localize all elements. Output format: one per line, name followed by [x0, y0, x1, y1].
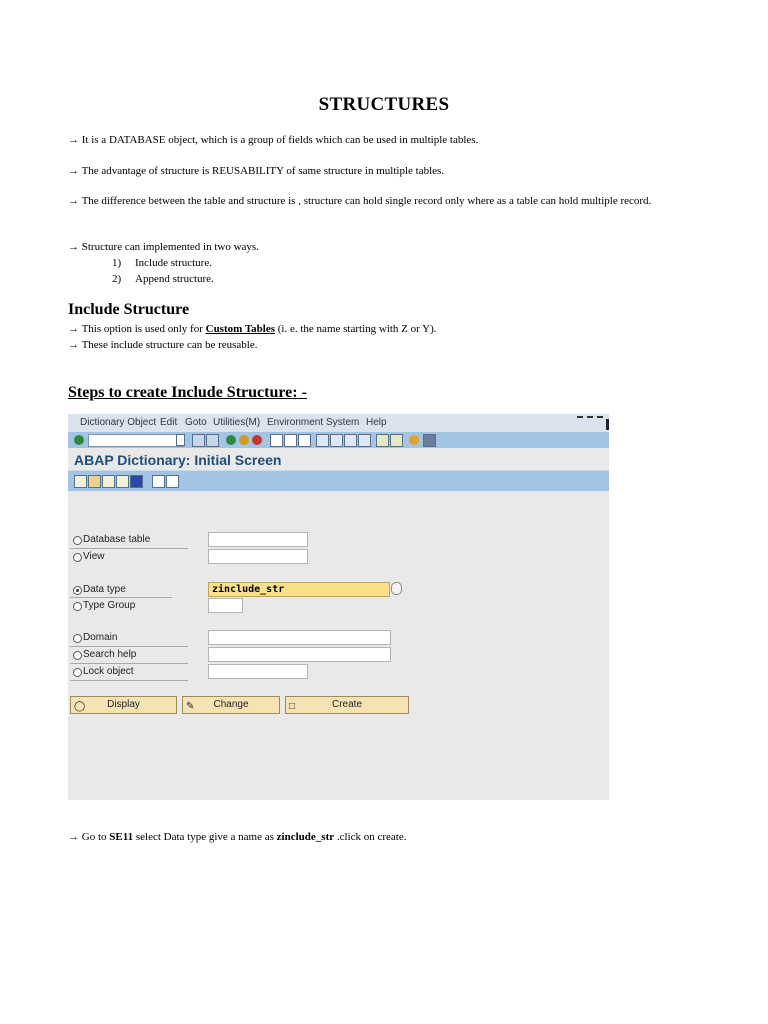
next-page-icon[interactable] — [344, 434, 357, 447]
other-object-icon[interactable] — [74, 475, 87, 488]
window-controls — [577, 416, 603, 420]
sap-screenshot — [68, 414, 609, 800]
exit-icon[interactable] — [239, 435, 249, 445]
document-icon: □ — [289, 701, 296, 712]
type-group-input[interactable] — [208, 598, 243, 613]
paragraph-text: These include structure can be reusable. — [81, 339, 258, 351]
search-help-icon[interactable] — [391, 582, 402, 595]
list-number: 1) — [112, 257, 122, 269]
glasses-icon: ◯ — [74, 701, 86, 712]
screen-title: ABAP Dictionary: Initial Screen — [74, 452, 282, 468]
menu-item-goto[interactable]: Goto — [185, 417, 207, 428]
radio-lock-object[interactable] — [73, 668, 82, 677]
paragraph-reusable — [68, 337, 708, 353]
paragraph-text: The difference between the table and structure is , structure can hold single record only where as a table can hold multiple record. — [81, 195, 652, 207]
label-database-table: Database table — [83, 534, 151, 545]
paragraph-two-ways — [68, 239, 708, 255]
delete-icon[interactable] — [166, 475, 179, 488]
display-button[interactable] — [70, 696, 177, 714]
copy-icon[interactable] — [152, 475, 165, 488]
first-page-icon[interactable] — [316, 434, 329, 447]
change-button[interactable] — [182, 696, 280, 714]
arrow-icon: → — [68, 165, 79, 177]
paragraph-text: select Data type give a name as — [133, 831, 277, 843]
menu-item-help[interactable]: Help — [366, 417, 387, 428]
data-type-input[interactable]: zinclude_str — [208, 582, 390, 597]
view-input[interactable] — [208, 549, 308, 564]
window-edge-icon — [606, 419, 609, 430]
label-search-help: Search help — [83, 649, 137, 660]
paragraph-text: The advantage of structure is REUSABILITY of same structure in multiple tables. — [81, 165, 445, 177]
paragraph-text: It is a DATABASE object, which is a group of fields which can be used in multiple tables. — [81, 134, 479, 146]
paragraph-goto-se11 — [68, 829, 708, 845]
list-item — [112, 271, 214, 287]
list-text: Include structure. — [135, 257, 212, 269]
create-button-label: Create — [331, 699, 362, 710]
search-help-input[interactable] — [208, 647, 391, 662]
divider — [70, 663, 188, 664]
menu-item-system[interactable]: System — [326, 417, 360, 428]
tcode-text: SE11 — [109, 831, 134, 843]
layout-menu-icon[interactable] — [423, 434, 436, 447]
change-button-label: Change — [213, 699, 249, 710]
enter-icon[interactable] — [74, 435, 84, 445]
include-structure-heading: Include Structure — [68, 301, 190, 318]
activate-icon[interactable] — [102, 475, 115, 488]
command-field[interactable] — [88, 434, 184, 447]
display-button-label: Display — [107, 699, 140, 710]
paragraph-reusability — [68, 163, 708, 179]
list-item — [112, 255, 212, 271]
save-local-icon[interactable] — [206, 434, 219, 447]
radio-view[interactable] — [73, 553, 82, 562]
paragraph-custom-tables — [68, 321, 708, 337]
database-table-input[interactable] — [208, 532, 308, 547]
radio-type-group[interactable] — [73, 602, 82, 611]
label-view: View — [83, 551, 105, 562]
radio-data-type[interactable] — [73, 586, 82, 595]
divider — [70, 548, 188, 549]
create-button[interactable] — [285, 696, 409, 714]
paragraph-database-object — [68, 132, 708, 148]
lock-object-input[interactable] — [208, 664, 308, 679]
paragraph-text: This option is used only for — [81, 323, 206, 335]
arrow-icon: → — [68, 241, 79, 253]
custom-tables-term: Custom Tables — [205, 323, 276, 335]
back-icon[interactable] — [226, 435, 236, 445]
domain-input[interactable] — [208, 630, 391, 645]
shortcut-icon[interactable] — [390, 434, 403, 447]
where-used-icon[interactable] — [116, 475, 129, 488]
paragraph-text: (i. e. the name starting with Z or Y). — [275, 323, 437, 335]
arrow-icon: → — [68, 323, 79, 335]
radio-domain[interactable] — [73, 634, 82, 643]
list-text: Append structure. — [135, 273, 214, 285]
help-icon[interactable] — [409, 435, 419, 445]
check-icon[interactable] — [88, 475, 101, 488]
new-session-icon[interactable] — [376, 434, 389, 447]
paragraph-difference — [68, 193, 708, 209]
menu-item-edit[interactable]: Edit — [160, 417, 178, 428]
cancel-icon[interactable] — [252, 435, 262, 445]
steps-heading: Steps to create Include Structure: - — [68, 384, 307, 401]
arrow-icon: → — [68, 134, 79, 146]
radio-database-table[interactable] — [73, 536, 82, 545]
info-icon[interactable] — [130, 475, 143, 488]
arrow-icon: → — [68, 195, 79, 207]
application-toolbar — [68, 470, 609, 491]
previous-page-icon[interactable] — [330, 434, 343, 447]
divider — [70, 597, 172, 598]
arrow-icon: → — [68, 339, 79, 351]
menu-item-utilities[interactable]: Utilities(M) — [213, 417, 261, 428]
paragraph-text: Structure can implemented in two ways. — [81, 241, 259, 253]
list-number: 2) — [112, 273, 122, 285]
menu-item-environment[interactable]: Environment — [267, 417, 324, 428]
structure-name-text: zinclude_str — [276, 831, 335, 843]
last-page-icon[interactable] — [358, 434, 371, 447]
divider — [70, 680, 188, 681]
label-domain: Domain — [83, 632, 118, 643]
print-icon[interactable] — [270, 434, 283, 447]
paragraph-text: .click on create. — [334, 831, 407, 843]
save-icon[interactable] — [192, 434, 205, 447]
divider — [70, 646, 188, 647]
menu-bar — [68, 414, 609, 433]
command-dropdown-icon[interactable] — [176, 434, 185, 446]
label-lock-object: Lock object — [83, 666, 134, 677]
menu-item-dictionary-object[interactable]: Dictionary Object — [80, 417, 157, 428]
paragraph-text: Go to — [81, 831, 110, 843]
label-data-type: Data type — [83, 584, 126, 595]
find-icon[interactable] — [284, 434, 297, 447]
standard-toolbar — [68, 432, 609, 448]
label-type-group: Type Group — [83, 600, 136, 611]
arrow-icon: → — [68, 831, 79, 843]
radio-search-help[interactable] — [73, 651, 82, 660]
page-title: STRUCTURES — [318, 94, 450, 115]
pencil-icon: ✎ — [186, 701, 195, 712]
find-next-icon[interactable] — [298, 434, 311, 447]
